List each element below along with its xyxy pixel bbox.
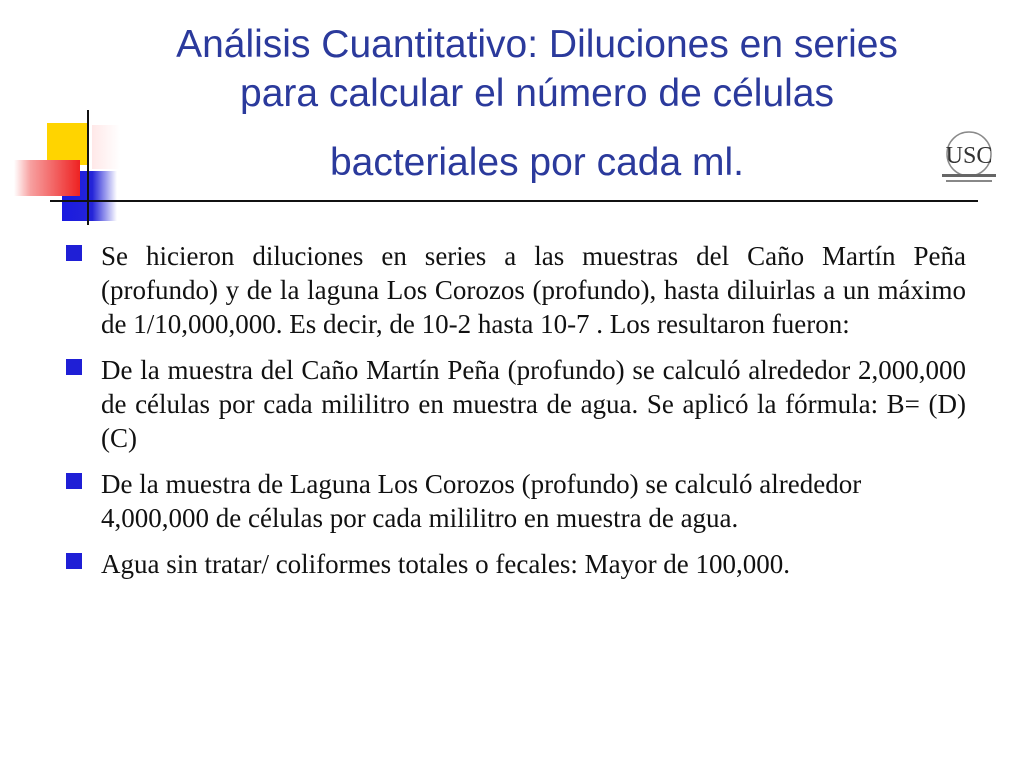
decorative-red-bar — [14, 160, 80, 196]
title-underline — [118, 200, 978, 202]
bullet-text: Se hicieron diluciones en series a las muestras del Caño Martín Peña (profundo) y de la laguna Los Corozos (profundo), hasta diluirlas a un máximo de 1/10,000,000. Es decir, de 10-2 hasta 10-7 . Los resultaron fueron: — [101, 241, 966, 339]
bullet-item — [66, 467, 931, 535]
slide-title — [122, 20, 952, 187]
bullet-text: De la muestra del Caño Martín Peña (profundo) se calculó alrededor 2,000,000 de células por cada mililitro en muestra de agua. Se aplicó la fórmula: B= (D) (C) — [101, 355, 966, 453]
title-line-1: Análisis Cuantitativo: Diluciones en series — [176, 23, 898, 66]
decorative-vertical-line — [87, 110, 89, 225]
bullet-item — [66, 353, 966, 455]
usc-logo — [938, 130, 1000, 188]
bullet-text: Agua sin tratar/ coliformes totales o fecales: Mayor de 100,000. — [101, 549, 791, 579]
square-bullet-icon — [66, 473, 82, 489]
square-bullet-icon — [66, 359, 82, 375]
square-bullet-icon — [66, 245, 82, 261]
square-bullet-icon — [66, 553, 82, 569]
decorative-yellow-square — [47, 123, 89, 165]
bullet-list — [66, 239, 966, 589]
svg-text:USC: USC — [945, 143, 993, 169]
title-line-3: bacteriales por cada ml. — [329, 141, 745, 184]
bullet-item — [66, 547, 861, 581]
title-line-2: para calcular el número de células — [240, 72, 834, 115]
decorative-pink-block — [92, 125, 120, 169]
bullet-text: De la muestra de Laguna Los Corozos (profundo) se calculó alrededor 4,000,000 de células por cada mililitro en muestra de agua. — [101, 469, 862, 533]
bullet-item — [66, 239, 966, 341]
